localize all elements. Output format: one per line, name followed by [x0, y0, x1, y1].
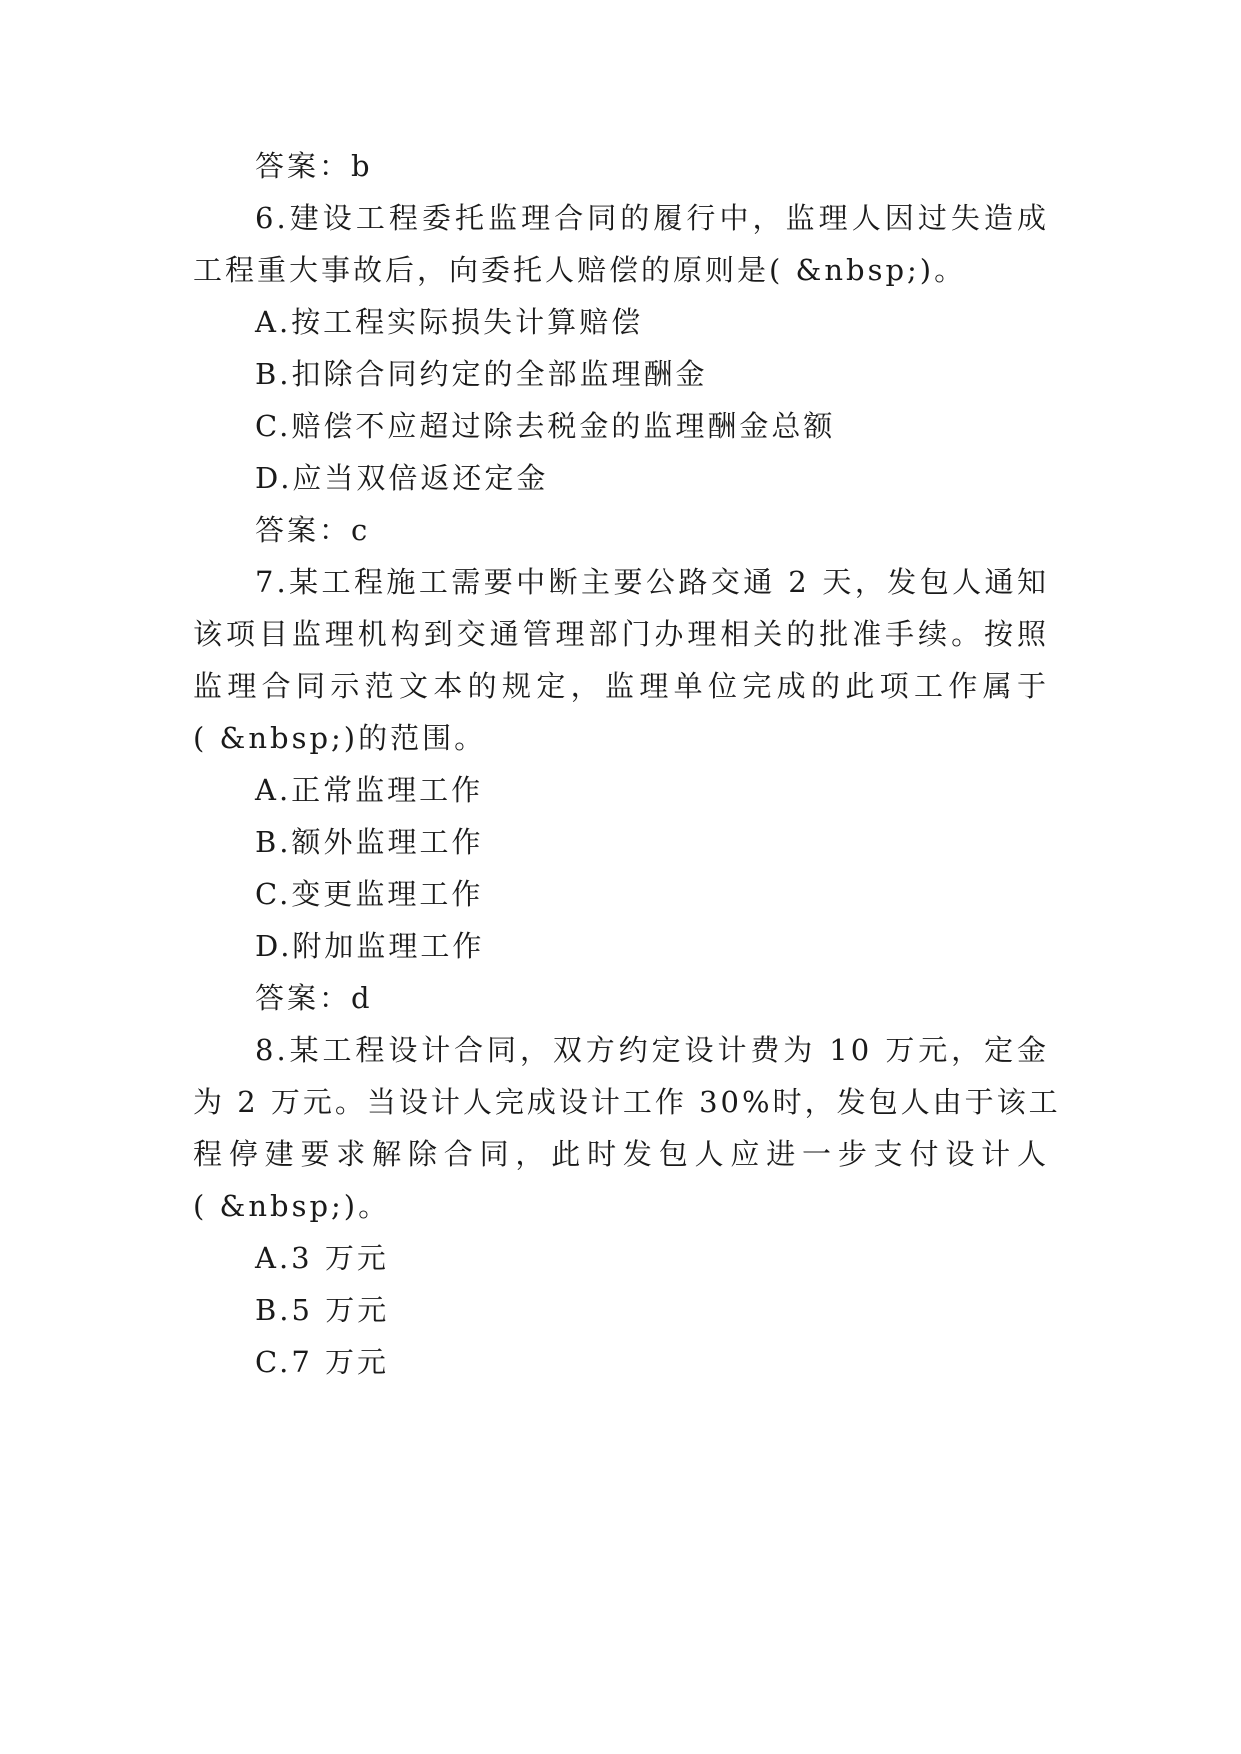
answer-q7: 答案：d: [255, 981, 373, 1015]
question-7-option-c: C.变更监理工作: [255, 877, 484, 911]
question-6-option-c: C.赔偿不应超过除去税金的监理酬金总额: [255, 409, 836, 443]
question-7-option-b: B.额外监理工作: [255, 825, 484, 859]
question-8-stem-line-4: ( &nbsp;)。: [193, 1189, 391, 1223]
question-7-stem-line-4: ( &nbsp;)的范围。: [193, 721, 487, 755]
question-6-option-a: A.按工程实际损失计算赔偿: [255, 305, 644, 339]
question-8-option-c: C.7 万元: [255, 1345, 390, 1379]
question-7-option-d: D.附加监理工作: [255, 929, 485, 963]
question-8-option-a: A.3 万元: [255, 1241, 389, 1275]
question-7-stem-line-2: 该项目监理机构到交通管理部门办理相关的批准手续。按照: [193, 617, 1049, 651]
question-6-stem-line-1: 6.建设工程委托监理合同的履行中，监理人因过失造成: [255, 201, 1049, 235]
question-7-stem-line-1: 7.某工程施工需要中断主要公路交通 2 天，发包人通知: [255, 565, 1049, 599]
answer-q6: 答案：c: [255, 513, 371, 547]
question-6-stem-line-2: 工程重大事故后，向委托人赔偿的原则是( &nbsp;)。: [193, 253, 967, 287]
question-6-option-b: B.扣除合同约定的全部监理酬金: [255, 357, 708, 391]
question-8-stem-line-2: 为 2 万元。当设计人完成设计工作 30%时，发包人由于该工: [193, 1085, 1061, 1119]
question-8-stem-line-3: 程停建要求解除合同，此时发包人应进一步支付设计人: [193, 1137, 1049, 1171]
question-6-option-d: D.应当双倍返还定金: [255, 461, 549, 495]
question-7-option-a: A.正常监理工作: [255, 773, 484, 807]
question-7-stem-line-3: 监理合同示范文本的规定，监理单位完成的此项工作属于: [193, 669, 1049, 703]
answer-q5: 答案：b: [255, 149, 373, 183]
question-8-option-b: B.5 万元: [255, 1293, 390, 1327]
question-8-stem-line-1: 8.某工程设计合同，双方约定设计费为 10 万元，定金: [255, 1033, 1049, 1067]
